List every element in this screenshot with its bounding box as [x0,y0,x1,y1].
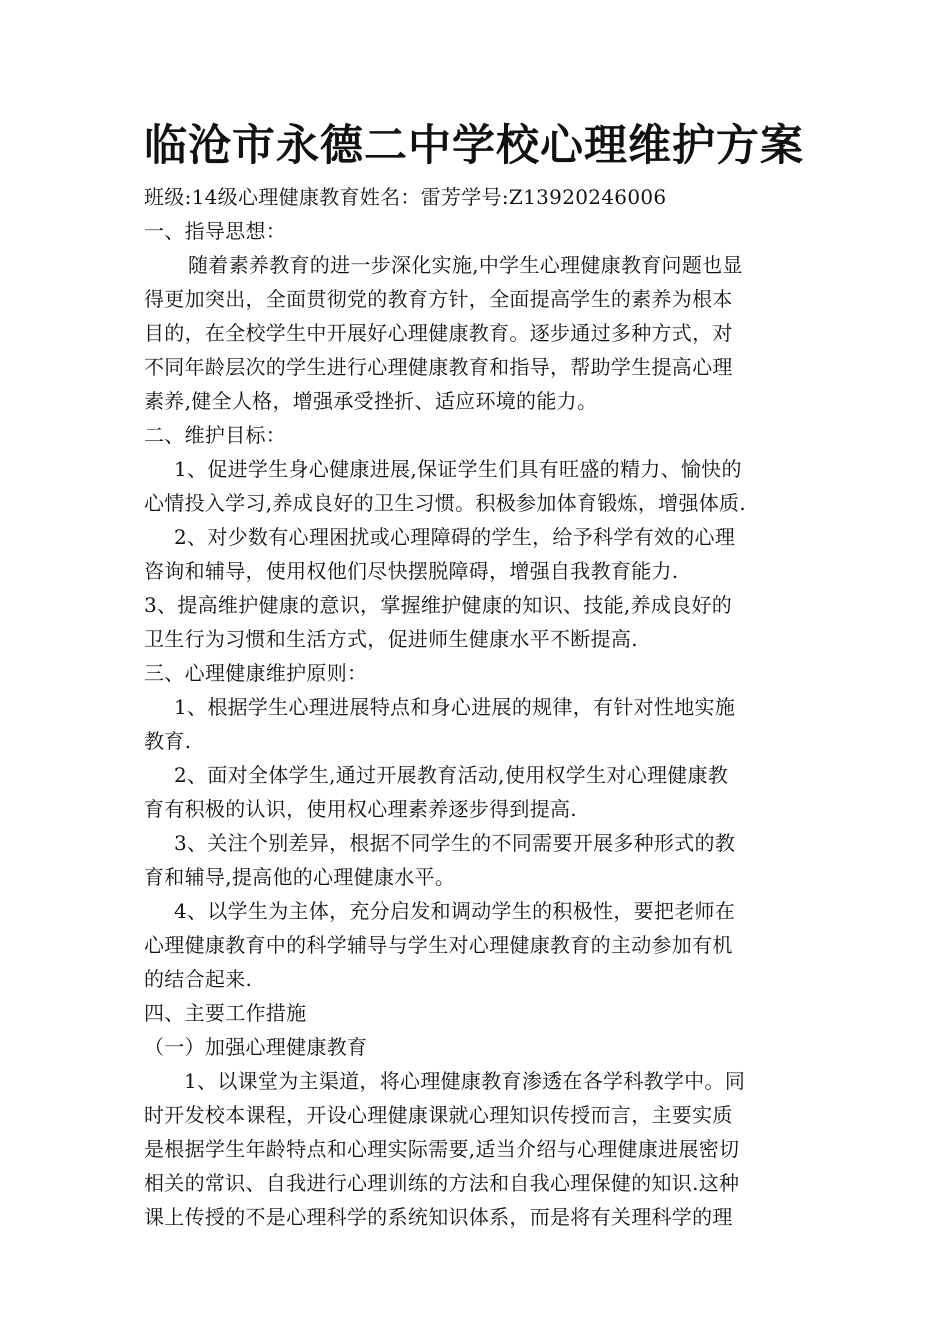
text-line: 1、促进学生身心健康进展,保证学生们具有旺盛的精力、愉快的 [174,457,742,481]
text-line: 得更加突出，全面贯彻党的教育方针，全面提高学生的素养为根本 [144,287,733,311]
text-line: 时开发校本课程，开设心理健康课就心理知识传授而言，主要实质 [144,1103,733,1127]
text-line: 教育. [144,729,192,753]
text-line: 相关的常识、自我进行心理训练的方法和自我心理保健的知识.这种 [144,1171,740,1195]
text-line: 心情投入学习,养成良好的卫生习惯。积极参加体育锻炼，增强体质. [144,491,747,515]
text-line: 1、根据学生心理进展特点和身心进展的规律，有针对性地实施 [174,695,736,719]
text-line: 班级:14级心理健康教育姓名：雷芳学号:Z13920246006 [144,185,667,209]
text-line: 四、主要工作措施 [144,1001,307,1025]
text-line: 2、对少数有心理困扰或心理障碍的学生，给予科学有效的心理 [174,525,736,549]
text-line: 二、维护目标： [144,423,287,447]
text-line: 目的，在全校学生中开展好心理健康教育。逐步通过多种方式，对 [144,321,733,345]
text-line: 3、提高维护健康的意识，掌握维护健康的知识、技能,养成良好的 [144,593,733,617]
text-line: 随着素养教育的进一步深化实施,中学生心理健康教育问题也显 [188,253,743,277]
text-line: 的结合起来. [144,967,253,991]
text-line: 三、心理健康维护原则： [144,661,368,685]
text-line: 心理健康教育中的科学辅导与学生对心理健康教育的主动参加有机 [144,933,733,957]
text-line: 咨询和辅导，使用权他们尽快摆脱障碍，增强自我教育能力. [144,559,679,583]
text-line: 课上传授的不是心理科学的系统知识体系，而是将有关理科学的理 [144,1205,733,1229]
text-line: 4、以学生为主体，充分启发和调动学生的积极性，要把老师在 [174,899,736,923]
text-line: 3、关注个别差异，根据不同学生的不同需要开展多种形式的教 [174,831,736,855]
text-line: 素养,健全人格，增强承受挫折、适应环境的能力。 [144,389,598,413]
text-line: 2、面对全体学生,通过开展教育活动,使用权学生对心理健康教 [174,763,729,787]
text-line: 育有积极的认识，使用权心理素养逐步得到提高. [144,797,577,821]
text-line: 卫生行为习惯和生活方式，促进师生健康水平不断提高. [144,627,638,651]
text-line: 育和辅导,提高他的心理健康水平。 [144,865,456,889]
text-line: 1、以课堂为主渠道，将心理健康教育渗透在各学科教学中。同 [184,1069,746,1093]
page-title: 临沧市永德二中学校心理维护方案 [144,121,804,171]
text-line: 是根据学生年龄特点和心理实际需要,适当介绍与心理健康进展密切 [144,1137,740,1161]
document-body [144,180,814,1234]
text-line: 一、指导思想： [144,219,287,243]
text-line: （一）加强心理健康教育 [144,1035,368,1059]
text-line: 不同年龄层次的学生进行心理健康教育和指导，帮助学生提高心理 [144,355,733,379]
